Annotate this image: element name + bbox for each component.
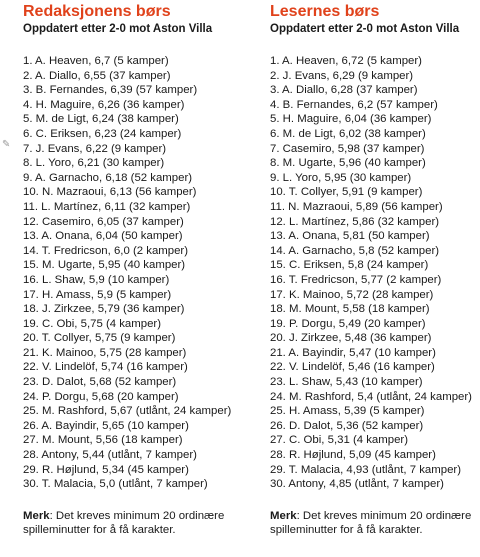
column-subtitle: Oppdatert etter 2-0 mot Aston Villa [270,23,460,35]
rating-item: 30. T. Malacia, 5,0 (utlånt, 7 kamper) [23,478,208,491]
rating-item: 2. J. Evans, 6,29 (9 kamper) [270,69,414,82]
rating-item: 23. L. Shaw, 5,43 (10 kamper) [270,376,423,389]
rating-item: 21. A. Bayindir, 5,47 (10 kamper) [270,346,436,359]
rating-item: 9. L. Yoro, 5,95 (30 kamper) [270,171,412,184]
edit-icon: ✎ [2,139,11,150]
rating-item: 8. M. Ugarte, 5,96 (40 kamper) [270,157,426,170]
rating-item: 11. N. Mazraoui, 5,89 (56 kamper) [270,200,443,213]
rating-item: 7. J. Evans, 6,22 (9 kamper) [23,142,167,155]
rating-item: 25. H. Amass, 5,39 (5 kamper) [270,405,425,418]
rating-item: 17. H. Amass, 5,9 (5 kamper) [23,288,172,301]
rating-item: 3. A. Diallo, 6,28 (37 kamper) [270,84,418,97]
rating-item: 12. Casemiro, 6,05 (37 kamper) [23,215,184,228]
rating-item: 27. C. Obi, 5,31 (4 kamper) [270,434,409,447]
rating-item: 20. J. Zirkzee, 5,48 (36 kamper) [270,332,432,345]
rating-item: 18. J. Zirkzee, 5,79 (36 kamper) [23,303,185,316]
rating-item: 10. T. Collyer, 5,91 (9 kamper) [270,186,423,199]
rating-item: 4. B. Fernandes, 6,2 (57 kamper) [270,98,438,111]
rating-item: 16. L. Shaw, 5,9 (10 kamper) [23,273,170,286]
rating-item: 19. P. Dorgu, 5,49 (20 kamper) [270,317,426,330]
rating-item: 24. P. Dorgu, 5,68 (20 kamper) [23,390,179,403]
rating-item: 27. M. Mount, 5,56 (18 kamper) [23,434,183,447]
rating-item: 24. M. Rashford, 5,4 (utlånt, 24 kamper) [270,390,472,403]
note-label: Merk [270,509,297,522]
rating-item: 2. A. Diallo, 6,55 (37 kamper) [23,69,171,82]
note-text-line-2: spilleminutter for å få karakter. [23,524,176,537]
rating-item: 14. T. Fredricson, 6,0 (2 kamper) [23,244,189,257]
note-text-line-2: spilleminutter for å få karakter. [270,524,423,537]
rating-item: 9. A. Garnacho, 6,18 (52 kamper) [23,171,193,184]
readers-ratings-column [270,2,480,538]
rating-item: 1. A. Heaven, 6,72 (5 kamper) [270,55,422,67]
rating-item: 19. C. Obi, 5,75 (4 kamper) [23,317,162,330]
rating-item: 18. M. Mount, 5,58 (18 kamper) [270,303,430,316]
rating-item: 11. L. Martínez, 6,11 (32 kamper) [23,200,191,213]
rating-item: 20. T. Collyer, 5,75 (9 kamper) [23,332,176,345]
rating-item: 16. T. Fredricson, 5,77 (2 kamper) [270,273,442,286]
note-label: Merk [23,509,50,522]
rating-item: 6. M. de Ligt, 6,02 (38 kamper) [270,127,426,140]
rating-item: 26. D. Dalot, 5,36 (52 kamper) [270,419,424,432]
rating-item: 4. H. Maguire, 6,26 (36 kamper) [23,98,185,111]
rating-item: 28. Antony, 5,44 (utlånt, 7 kamper) [23,449,197,462]
rating-item: 12. L. Martínez, 5,86 (32 kamper) [270,215,440,228]
rating-item: 6. C. Eriksen, 6,23 (24 kamper) [23,127,182,140]
rating-item: 17. K. Mainoo, 5,72 (28 kamper) [270,288,434,301]
rating-item: 14. A. Garnacho, 5,8 (52 kamper) [270,244,440,257]
rating-item: 29. R. Højlund, 5,34 (45 kamper) [23,463,189,476]
ratings-list [270,54,480,492]
rating-item: 15. M. Ugarte, 5,95 (40 kamper) [23,259,186,272]
rating-item: 22. V. Lindelöf, 5,46 (16 kamper) [270,361,435,374]
rating-item: 28. R. Højlund, 5,09 (45 kamper) [270,449,436,462]
rating-item: 13. A. Onana, 5,81 (50 kamper) [270,230,430,243]
ratings-list [23,54,248,492]
rating-item: 15. C. Eriksen, 5,8 (24 kamper) [270,259,429,272]
note [23,509,248,538]
note [270,509,480,538]
rating-item: 3. B. Fernandes, 6,39 (57 kamper) [23,84,198,97]
column-subtitle: Oppdatert etter 2-0 mot Aston Villa [23,23,213,35]
rating-item: 13. A. Onana, 6,04 (50 kamper) [23,230,183,243]
editors-ratings-column [23,2,248,538]
rating-item: 25. M. Rashford, 5,67 (utlånt, 24 kamper) [23,405,232,418]
rating-item: 1. A. Heaven, 6,7 (5 kamper) [23,55,169,67]
rating-item: 21. K. Mainoo, 5,75 (28 kamper) [23,346,187,359]
note-text-line-1: : Det kreves minimum 20 ordinære [296,509,472,522]
rating-item: 26. A. Bayindir, 5,65 (10 kamper) [23,419,189,432]
rating-item: 5. H. Maguire, 6,04 (36 kamper) [270,113,432,126]
rating-item: 10. N. Mazraoui, 6,13 (56 kamper) [23,186,197,199]
rating-item: 23. D. Dalot, 5,68 (52 kamper) [23,376,177,389]
note-text-line-1: : Det kreves minimum 20 ordinære [49,509,225,522]
rating-item: 8. L. Yoro, 6,21 (30 kamper) [23,157,165,170]
rating-item: 30. Antony, 4,85 (utlånt, 7 kamper) [270,478,444,491]
rating-item: 5. M. de Ligt, 6,24 (38 kamper) [23,113,179,126]
column-title: Lesernes børs [270,3,380,20]
rating-item: 22. V. Lindelöf, 5,74 (16 kamper) [23,361,188,374]
column-title: Redaksjonens børs [23,3,171,20]
rating-item: 7. Casemiro, 5,98 (37 kamper) [270,142,425,155]
rating-item: 29. T. Malacia, 4,93 (utlånt, 7 kamper) [270,463,461,476]
